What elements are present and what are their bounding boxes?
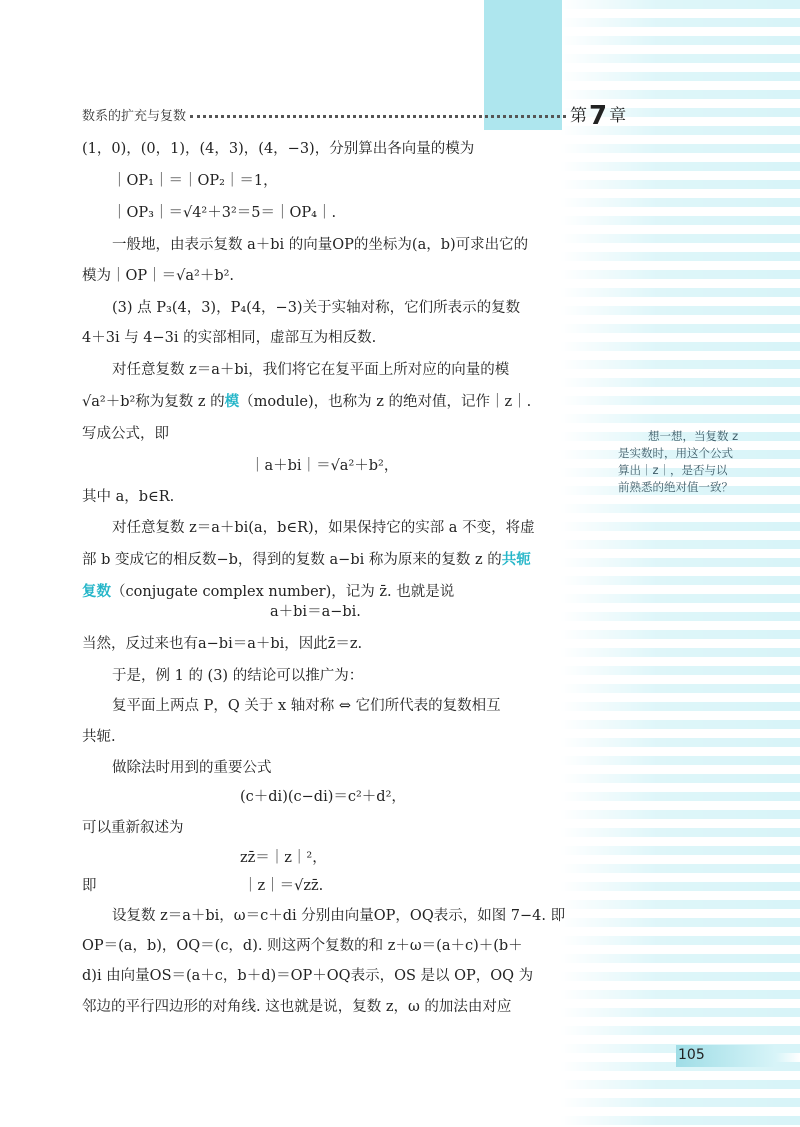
- formula: (c＋di)(c−di)＝c²＋d²，: [240, 789, 406, 805]
- side-note-line: 算出｜z｜，是否与以: [618, 463, 728, 477]
- text-line: 当然，反过来也有a−bi＝a＋bi，因此z̄̄＝z.: [82, 636, 363, 652]
- chapter-number: 7: [589, 101, 608, 131]
- text-line: 部 b 变成它的相反数−b，得到的复数 a−bi 称为原来的复数 z 的共轭: [82, 551, 531, 568]
- formula: ｜a＋bi｜＝√a²＋b²，: [250, 458, 399, 474]
- text-line: 于是，例 1 的 (3) 的结论可以推广为：: [112, 668, 364, 684]
- text-line: 共轭.: [82, 729, 116, 745]
- text-line: (1，0)，(0，1)，(4，3)，(4，−3)，分别算出各向量的模为: [82, 141, 475, 157]
- formula: zz̄＝｜z｜²，: [240, 850, 327, 866]
- text-line: 模为｜OP｜＝√a²＋b².: [82, 268, 235, 284]
- formula: ｜z｜＝√zz̄.: [243, 878, 324, 894]
- text-line: 邻边的平行四边形的对角线. 这也就是说，复数 z，ω 的加法由对应: [82, 999, 512, 1015]
- text-line: ｜OP₁｜＝｜OP₂｜＝1，: [112, 173, 278, 189]
- text-line: 即: [82, 878, 97, 894]
- header-dot-leader: [190, 109, 566, 118]
- text-line: 设复数 z＝a＋bi，ω＝c＋di 分别由向量OP，OQ表示，如图 7−4. 即: [112, 908, 566, 924]
- side-note-line: 是实数时，用这个公式: [618, 446, 733, 460]
- text-line: 对任意复数 z＝a＋bi(a，b∈R)，如果保持它的实部 a 不变，将虚: [112, 520, 535, 536]
- text-line: 复数（conjugate complex number)，记为 z̄. 也就是说: [82, 583, 455, 600]
- text-line: 做除法时用到的重要公式: [112, 760, 272, 776]
- side-note-line: 前熟悉的绝对值一致？: [618, 480, 733, 494]
- text-line: OP＝(a，b)，OQ＝(c，d). 则这两个复数的和 z＋ω＝(a＋c)＋(b＋: [82, 938, 523, 954]
- side-note-line: 想一想，当复数 z: [648, 429, 739, 443]
- text-line: 其中 a，b∈R.: [82, 489, 175, 505]
- text-line: 对任意复数 z＝a＋bi，我们将它在复平面上所对应的向量的模: [112, 362, 510, 378]
- running-header: [82, 101, 627, 131]
- side-note: [618, 428, 768, 496]
- text-line: 复平面上两点 P，Q 关于 x 轴对称 ⇔ 它们所代表的复数相互: [112, 698, 501, 714]
- text-line: 可以重新叙述为: [82, 820, 184, 836]
- text-line: 4＋3i 与 4−3i 的实部相同，虚部互为相反数.: [82, 330, 377, 346]
- section-title: 数系的扩充与复数: [82, 109, 187, 124]
- formula: a＋bi＝a−bi.: [270, 604, 361, 620]
- key-term: 复数: [82, 583, 111, 600]
- key-term: 模: [224, 393, 240, 410]
- decorative-stripes: [560, 0, 800, 1127]
- text-line: √a²＋b²称为复数 z 的模（module)，也称为 z 的绝对值，记作｜z｜.: [82, 393, 532, 410]
- page-number-tab: [676, 1045, 800, 1067]
- text-line: (3) 点 P₃(4，3)，P₄(4，−3)关于实轴对称，它们所表示的复数: [112, 300, 521, 316]
- text-line: 一般地，由表示复数 a＋bi 的向量OP的坐标为(a，b)可求出它的: [112, 237, 529, 253]
- key-term: 共轭: [501, 551, 531, 568]
- text-line: ｜OP₃｜＝√4²＋3²＝5＝｜OP₄｜.: [112, 205, 337, 221]
- chapter-label: 第7 章: [570, 101, 627, 131]
- text-line: 写成公式，即: [82, 426, 169, 442]
- page-number: 105: [678, 1047, 705, 1063]
- text-line: d)i 由向量OS＝(a＋c，b＋d)＝OP＋OQ表示，OS 是以 OP，OQ 为: [82, 968, 534, 984]
